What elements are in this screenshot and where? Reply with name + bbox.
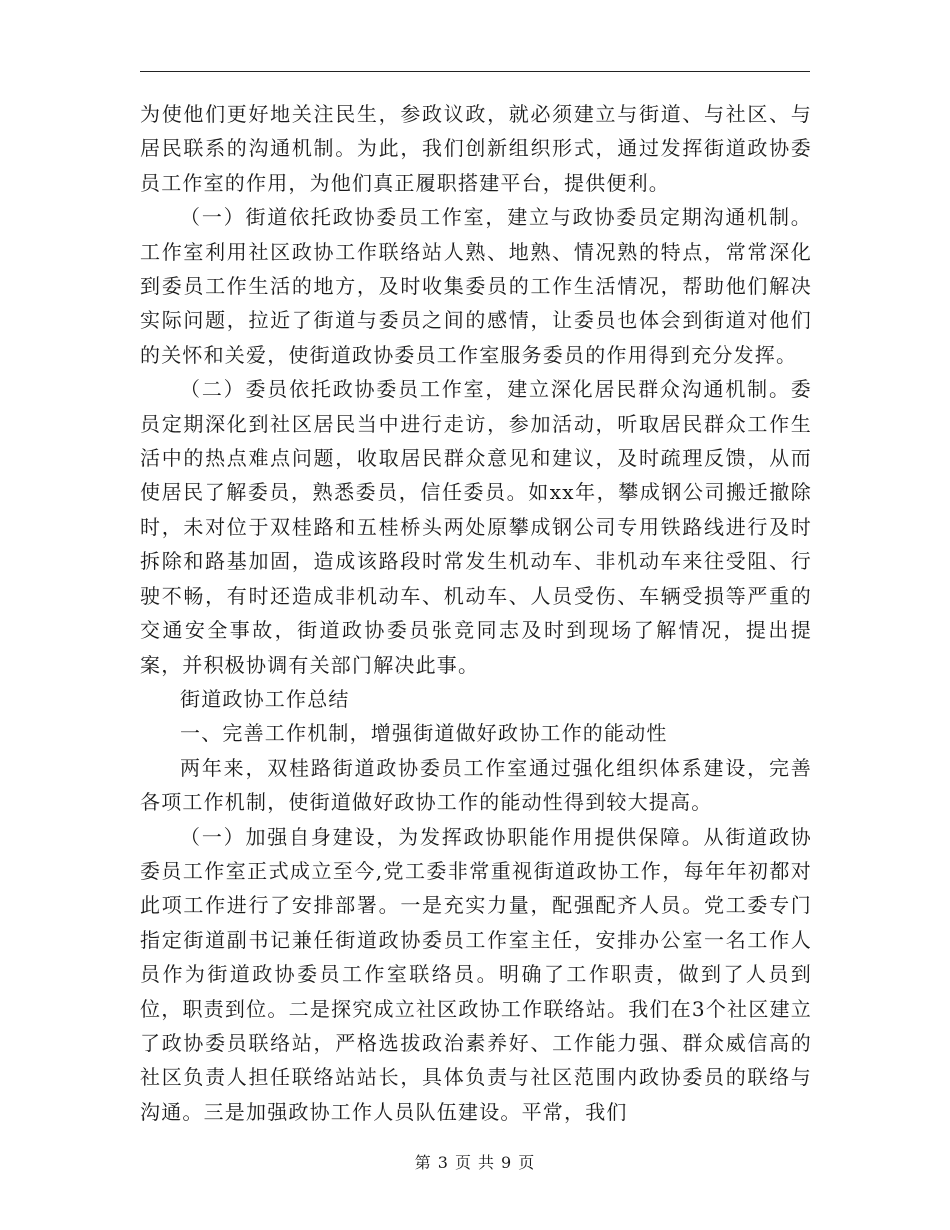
current-page-number: 3	[437, 1153, 449, 1172]
footer-prefix: 第	[414, 1153, 432, 1172]
paragraph-section-2: （二）委员依托政协委员工作室，建立深化居民群众沟通机制。委员定期深化到社区居民当中进行走访，参加活动，听取居民群众工作生活中的热点难点问题，收取居民群众意见和建议，及时疏理反馈，从而使居民了解委员，熟悉委员，信任委员。如xx年，攀成钢公司搬迁撤除时，未对位于双桂路和五桂桥头两处原攀成钢公司专用铁路线进行及时拆除和路基加固，造成该路段时常发生机动车、非机动车来往受阻、行驶不畅，有时还造成非机动车、机动车、人员受伤、车辆受损等严重的交通安全事故，街道政协委员张竞同志及时到现场了解情况，提出提案，并积极协调有关部门解决此事。	[140, 377, 812, 677]
footer-page-word: 页	[454, 1153, 472, 1172]
paragraph-self-construction: （一）加强自身建设，为发挥政协职能作用提供保障。从街道政协委员工作室正式成立至今,党工委非常重视街道政协工作，每年年初都对此项工作进行了安排部署。一是充实力量，配强配齐人员。党工委专门指定街道副书记兼任街道政协委员工作室主任，安排办公室一名工作人员作为街道政协委员工作室联络员。明确了工作职责，做到了人员到位，职责到位。二是探究成立社区政协工作联络站。我们在3个社区建立了政协委员联络站，严格选拔政治素养好、工作能力强、群众威信高的社区负责人担任联络站站长，具体负责与社区范围内政协委员的联络与沟通。三是加强政协工作人员队伍建设。平常，我们	[140, 824, 812, 1124]
paragraph-overview: 两年来，双桂路街道政协委员工作室通过强化组织体系建设，完善各项工作机制，使街道做好政协工作的能动性得到较大提高。	[140, 755, 812, 815]
footer-total-word: 共	[478, 1153, 496, 1172]
document-body	[140, 97, 812, 1129]
footer-suffix: 页	[518, 1153, 536, 1172]
total-pages-number: 9	[501, 1153, 513, 1172]
heading-part-one: 一、完善工作机制，增强街道做好政协工作的能动性	[180, 721, 668, 746]
document-title: 街道政协工作总结	[180, 686, 350, 711]
header-rule	[140, 71, 810, 72]
page-footer	[0, 1150, 950, 1173]
paragraph-intro-continued: 为使他们更好地关注民生，参政议政，就必须建立与街道、与社区、与居民联系的沟通机制。为此，我们创新组织形式，通过发挥街道政协委员工作室的作用，为他们真正履职搭建平台，提供便利。	[140, 102, 812, 195]
paragraph-section-1: （一）街道依托政协委员工作室，建立与政协委员定期沟通机制。工作室利用社区政协工作联络站人熟、地熟、情况熟的特点，常常深化到委员工作生活的地方，及时收集委员的工作生活情况，帮助他们解决实际问题，拉近了街道与委员之间的感情，让委员也体会到街道对他们的关怀和关爱，使街道政协委员工作室服务委员的作用得到充分发挥。	[140, 205, 812, 367]
